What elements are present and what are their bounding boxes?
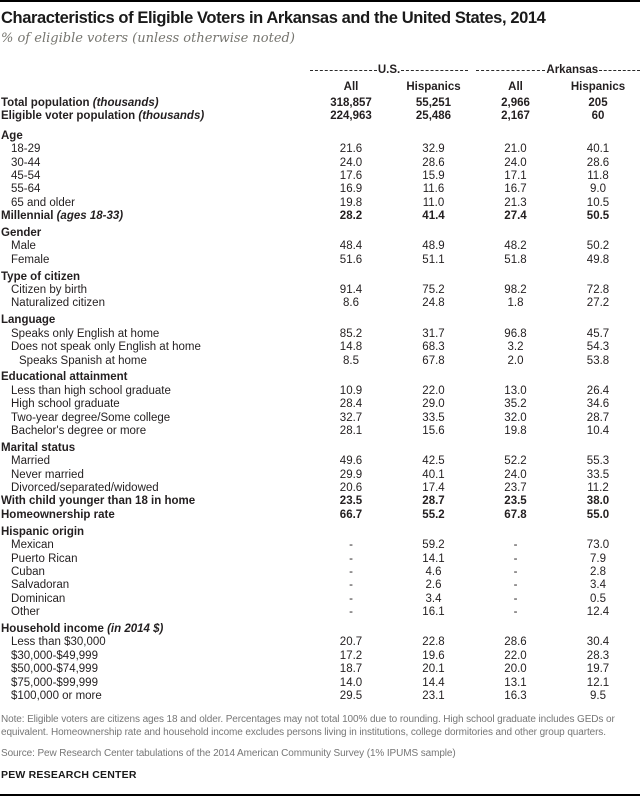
- row-label: $100,000 or more: [11, 689, 102, 702]
- row-label: Citizen by birth: [11, 284, 88, 297]
- value-cell: 4.6: [425, 565, 442, 578]
- value-cell: 24.0: [504, 156, 527, 169]
- row-label: With child younger than 18 in home: [1, 495, 196, 508]
- row-label: Cuban: [11, 565, 45, 578]
- table-row: [0, 143, 640, 156]
- value-cell: 7.9: [590, 552, 606, 565]
- value-cell: 23.7: [504, 482, 527, 495]
- row-label: Language: [1, 314, 56, 327]
- value-cell: 22.0: [504, 649, 527, 662]
- dash-rule: [599, 70, 640, 71]
- value-cell: 22.8: [422, 636, 445, 649]
- row-label: Naturalized citizen: [11, 297, 105, 310]
- value-cell: 33.5: [422, 411, 445, 424]
- value-cell: 28.3: [586, 649, 610, 662]
- value-cell: [310, 227, 392, 240]
- value-cell: 50.2: [586, 240, 610, 253]
- row-label-note: (in 2014 $): [103, 622, 164, 635]
- table-row: [0, 539, 640, 552]
- column-header-ar-all: All: [508, 81, 523, 93]
- value-cell: -: [349, 552, 353, 565]
- value-cell: 67.8: [504, 508, 527, 521]
- table-body: [0, 97, 640, 703]
- value-cell: 10.4: [586, 424, 610, 437]
- column-headers: [0, 80, 640, 94]
- value-cell: 41.4: [422, 210, 445, 223]
- value-cell: 35.2: [504, 398, 527, 411]
- value-cell: 11.2: [587, 482, 609, 495]
- value-cell: 19.7: [586, 663, 610, 676]
- value-cell: -: [349, 606, 353, 619]
- value-cell: 32.9: [422, 143, 445, 156]
- table-row: [0, 495, 640, 508]
- table-row: [0, 240, 640, 253]
- value-cell: [556, 271, 640, 284]
- value-cell: 55,251: [415, 97, 452, 109]
- value-cell: 14.1: [422, 552, 445, 565]
- table-row: [0, 677, 640, 690]
- table-row: [0, 355, 640, 368]
- value-cell: 16.3: [504, 689, 527, 702]
- value-cell: 59.2: [422, 539, 445, 552]
- row-label: Hispanic origin: [1, 525, 85, 538]
- value-cell: 30.4: [586, 636, 610, 649]
- value-cell: [392, 526, 475, 539]
- value-cell: 16.7: [504, 183, 527, 196]
- table-row: [0, 210, 640, 223]
- value-cell: 66.7: [339, 508, 363, 521]
- value-cell: 32.0: [504, 411, 527, 424]
- value-cell: 51.6: [339, 253, 363, 266]
- table-row: [0, 482, 640, 495]
- value-cell: 42.5: [422, 455, 445, 468]
- value-cell: [475, 271, 556, 284]
- value-cell: 2,167: [501, 110, 530, 123]
- value-cell: [392, 130, 475, 143]
- value-cell: [475, 442, 556, 455]
- value-cell: 13.0: [504, 384, 527, 397]
- table-row: [0, 341, 640, 354]
- value-cell: 40.1: [586, 143, 610, 156]
- value-cell: 21.6: [339, 143, 363, 156]
- table-row: [0, 183, 640, 196]
- row-label: Gender: [1, 227, 42, 240]
- section-header-row: [0, 227, 640, 240]
- value-cell: 15.6: [422, 424, 445, 437]
- value-cell: 28.6: [422, 156, 445, 169]
- value-cell: 17.2: [339, 649, 363, 662]
- value-cell: 55.3: [586, 455, 610, 468]
- value-cell: [475, 371, 556, 384]
- value-cell: [392, 371, 475, 384]
- value-cell: 98.2: [504, 284, 527, 297]
- group-us: [310, 64, 468, 77]
- value-cell: 17.4: [422, 482, 445, 495]
- page-subtitle: % of eligible voters (unless otherwise noted): [1, 31, 295, 46]
- value-cell: 67.8: [422, 354, 445, 367]
- row-label: High school graduate: [11, 398, 120, 411]
- table-row: [0, 297, 640, 310]
- value-cell: 96.8: [504, 327, 527, 340]
- value-cell: 50.5: [586, 210, 610, 223]
- row-label-note: (thousands): [89, 97, 159, 109]
- row-label: Two-year degree/Some college: [11, 411, 171, 424]
- value-cell: 22.0: [422, 384, 445, 397]
- value-cell: 27.2: [586, 297, 610, 310]
- value-cell: [475, 130, 556, 143]
- row-label: Homeownership rate: [1, 508, 115, 521]
- value-cell: [475, 526, 556, 539]
- value-cell: 2.0: [507, 354, 524, 367]
- value-cell: 85.2: [339, 327, 363, 340]
- section-header-row: [0, 130, 640, 143]
- value-cell: 28.7: [422, 495, 445, 508]
- row-label: 65 and older: [11, 196, 75, 209]
- value-cell: [392, 227, 475, 240]
- value-cell: 16.1: [422, 606, 445, 619]
- value-cell: 1.8: [507, 297, 524, 310]
- table-row: [0, 650, 640, 663]
- value-cell: [556, 442, 640, 455]
- row-label: Married: [11, 455, 50, 468]
- top-rule: [0, 0, 640, 2]
- value-cell: 15.9: [422, 169, 445, 182]
- section-header-row: [0, 271, 640, 284]
- value-cell: 48.4: [339, 240, 363, 253]
- column-group-header: [0, 64, 640, 77]
- value-cell: [556, 130, 640, 143]
- value-cell: 2.6: [425, 579, 442, 592]
- value-cell: 29.0: [422, 398, 445, 411]
- value-cell: 10.5: [586, 196, 610, 209]
- value-cell: [392, 271, 475, 284]
- table-row: [0, 636, 640, 649]
- value-cell: 11.0: [422, 196, 445, 209]
- row-label: Household income (in 2014 $): [1, 622, 164, 635]
- value-cell: 20.0: [504, 663, 527, 676]
- value-cell: 14.4: [422, 676, 445, 689]
- value-cell: 25,486: [415, 110, 452, 123]
- section-header-row: [0, 314, 640, 327]
- value-cell: 14.0: [339, 676, 363, 689]
- value-cell: 318,857: [330, 97, 372, 109]
- value-cell: 12.4: [586, 606, 610, 619]
- value-cell: -: [349, 539, 353, 552]
- value-cell: 12.1: [586, 676, 610, 689]
- value-cell: 38.0: [586, 495, 610, 508]
- row-label-note: (thousands): [135, 110, 205, 123]
- row-label: 55-64: [11, 183, 41, 196]
- section-header-row: [0, 442, 640, 455]
- value-cell: -: [349, 579, 353, 592]
- table-row: [0, 284, 640, 297]
- dash-rule: [476, 70, 545, 71]
- row-label: Speaks only English at home: [11, 327, 160, 340]
- row-label: Does not speak only English at home: [11, 341, 201, 354]
- value-cell: 11.6: [422, 183, 445, 196]
- section-header-row: [0, 623, 640, 636]
- value-cell: 28.7: [586, 411, 610, 424]
- value-cell: 9.5: [590, 689, 606, 702]
- bottom-rule: [0, 794, 640, 796]
- value-cell: 3.2: [507, 341, 524, 354]
- row-label: $30,000-$49,999: [11, 649, 98, 662]
- value-cell: [556, 526, 640, 539]
- table-row: [0, 690, 640, 703]
- value-cell: 32.7: [339, 411, 363, 424]
- value-cell: 68.3: [422, 341, 445, 354]
- table-row: [0, 97, 640, 110]
- row-label: Less than high school graduate: [11, 384, 171, 397]
- value-cell: 24.8: [422, 297, 445, 310]
- row-label: Age: [1, 129, 23, 142]
- value-cell: 14.8: [339, 341, 363, 354]
- section-header-row: [0, 371, 640, 384]
- row-label: Speaks Spanish at home: [19, 354, 147, 367]
- value-cell: 21.3: [504, 196, 527, 209]
- column-header-us-all: All: [343, 81, 359, 93]
- value-cell: -: [513, 606, 518, 619]
- value-cell: 49.6: [339, 455, 363, 468]
- value-cell: 48.9: [422, 240, 445, 253]
- value-cell: -: [513, 539, 518, 552]
- value-cell: [310, 130, 392, 143]
- table-row: [0, 509, 640, 522]
- value-cell: 13.1: [504, 676, 527, 689]
- value-cell: 51.1: [422, 253, 445, 266]
- value-cell: 28.6: [586, 156, 610, 169]
- value-cell: [556, 623, 640, 636]
- row-label: Salvadoran: [11, 579, 70, 592]
- value-cell: 73.0: [586, 539, 610, 552]
- row-label: Divorced/separated/widowed: [11, 482, 159, 495]
- value-cell: 23.5: [504, 495, 527, 508]
- value-cell: 0.5: [590, 592, 606, 605]
- row-label: Educational attainment: [1, 371, 128, 384]
- value-cell: 28.2: [339, 210, 363, 223]
- row-label: Eligible voter population (thousands): [1, 110, 205, 123]
- table-row: [0, 579, 640, 592]
- row-label: Other: [11, 606, 40, 619]
- value-cell: 53.8: [586, 354, 610, 367]
- value-cell: 24.0: [339, 156, 363, 169]
- table-row: [0, 398, 640, 411]
- value-cell: [556, 227, 640, 240]
- value-cell: 20.6: [339, 482, 363, 495]
- row-label: $50,000-$74,999: [11, 663, 98, 676]
- value-cell: 18.7: [339, 663, 363, 676]
- value-cell: [310, 271, 392, 284]
- column-header-us-hispanics: Hispanics: [406, 81, 461, 93]
- value-cell: 21.0: [504, 143, 527, 156]
- row-label: Total population (thousands): [1, 97, 159, 109]
- value-cell: 23.1: [422, 689, 445, 702]
- row-label: Dominican: [11, 592, 66, 605]
- column-header-ar-hispanics: Hispanics: [570, 81, 626, 93]
- table-row: [0, 110, 640, 123]
- row-label: 18-29: [11, 143, 41, 156]
- value-cell: 55.2: [422, 508, 445, 521]
- page-title: Characteristics of Eligible Voters in Arkansas and the United States, 2014: [1, 9, 546, 27]
- value-cell: [310, 314, 392, 327]
- table-row: [0, 385, 640, 398]
- value-cell: 28.4: [339, 398, 363, 411]
- table-row: [0, 157, 640, 170]
- value-cell: 75.2: [422, 284, 445, 297]
- group-arkansas: [476, 64, 640, 77]
- value-cell: -: [349, 592, 353, 605]
- value-cell: 205: [588, 97, 608, 109]
- value-cell: 55.0: [586, 508, 610, 521]
- branding: PEW RESEARCH CENTER: [1, 769, 137, 782]
- dash-rule: [310, 70, 377, 71]
- value-cell: 60: [591, 110, 605, 123]
- value-cell: [392, 314, 475, 327]
- value-cell: 24.0: [504, 468, 527, 481]
- value-cell: [310, 371, 392, 384]
- value-cell: 49.8: [586, 253, 610, 266]
- value-cell: 10.9: [339, 384, 363, 397]
- value-cell: 31.7: [422, 327, 445, 340]
- value-cell: 224,963: [330, 110, 372, 123]
- value-cell: 17.1: [504, 169, 527, 182]
- value-cell: 19.6: [422, 649, 445, 662]
- value-cell: [310, 623, 392, 636]
- row-label: Never married: [11, 468, 84, 481]
- value-cell: 40.1: [422, 468, 445, 481]
- table-row: [0, 197, 640, 210]
- row-label: Marital status: [1, 441, 76, 454]
- value-cell: 3.4: [590, 579, 606, 592]
- value-cell: -: [513, 565, 518, 578]
- value-cell: [475, 623, 556, 636]
- value-cell: 27.4: [504, 210, 527, 223]
- value-cell: [475, 314, 556, 327]
- row-label: Type of citizen: [1, 270, 81, 283]
- value-cell: 19.8: [504, 424, 527, 437]
- table-row: [0, 328, 640, 341]
- value-cell: [392, 442, 475, 455]
- value-cell: 72.8: [586, 284, 610, 297]
- value-cell: 8.6: [343, 297, 359, 310]
- value-cell: -: [513, 552, 518, 565]
- column-header-spacer: [0, 80, 310, 94]
- value-cell: 8.5: [343, 354, 359, 367]
- value-cell: [556, 371, 640, 384]
- value-cell: -: [349, 565, 353, 578]
- value-cell: 91.4: [339, 284, 363, 297]
- value-cell: 2.8: [590, 565, 606, 578]
- value-cell: 48.2: [504, 240, 527, 253]
- value-cell: 45.7: [586, 327, 610, 340]
- value-cell: [475, 227, 556, 240]
- row-label: Mexican: [11, 539, 54, 552]
- value-cell: 19.8: [339, 196, 363, 209]
- value-cell: 3.4: [425, 592, 442, 605]
- source-line: Source: Pew Research Center tabulations of the 2014 American Community Survey (1% IPUMS sample): [1, 748, 456, 760]
- value-cell: 20.7: [339, 636, 363, 649]
- row-label: Bachelor's degree or more: [11, 424, 147, 437]
- section-header-row: [0, 526, 640, 539]
- value-cell: 2,966: [501, 97, 530, 109]
- row-label: 30-44: [11, 156, 41, 169]
- value-cell: [310, 526, 392, 539]
- value-cell: [556, 314, 640, 327]
- value-cell: 16.9: [339, 183, 363, 196]
- row-label: $75,000-$99,999: [11, 676, 98, 689]
- row-label: Puerto Rican: [11, 552, 78, 565]
- value-cell: 9.0: [590, 183, 606, 196]
- value-cell: 11.8: [587, 169, 609, 182]
- value-cell: [310, 442, 392, 455]
- value-cell: 54.3: [586, 341, 610, 354]
- table-row: [0, 455, 640, 468]
- table-row: [0, 469, 640, 482]
- group-label-us: U.S.: [377, 64, 401, 76]
- value-cell: 52.2: [504, 455, 527, 468]
- value-cell: 29.9: [339, 468, 363, 481]
- value-cell: 28.6: [504, 636, 527, 649]
- value-cell: 29.5: [339, 689, 363, 702]
- value-cell: 33.5: [586, 468, 610, 481]
- table-row: [0, 425, 640, 438]
- table-row: [0, 412, 640, 425]
- value-cell: -: [513, 592, 518, 605]
- row-label: Less than $30,000: [11, 636, 106, 649]
- footnote: Note: Eligible voters are citizens ages 18 and older. Percentages may not total 100% due to rounding. High school graduate includes GEDs or equivalent. Homeownership rate and household income excludes persons living in institutions, college dormitories and other group quarters.: [1, 714, 615, 738]
- table-row: [0, 606, 640, 619]
- row-label: Female: [11, 253, 50, 266]
- value-cell: 28.1: [339, 424, 363, 437]
- table-row: [0, 663, 640, 676]
- row-label-note: (ages 18-33): [53, 210, 124, 223]
- table-row: [0, 254, 640, 267]
- row-label: Millennial (ages 18-33): [1, 210, 124, 223]
- value-cell: 23.5: [339, 495, 363, 508]
- row-label: Male: [11, 240, 36, 253]
- table-row: [0, 553, 640, 566]
- table-row: [0, 566, 640, 579]
- value-cell: 20.1: [422, 663, 445, 676]
- dash-rule: [401, 70, 468, 71]
- table-row: [0, 593, 640, 606]
- row-label: 45-54: [11, 169, 41, 182]
- group-label-arkansas: Arkansas: [546, 64, 599, 76]
- value-cell: -: [513, 579, 518, 592]
- value-cell: 26.4: [586, 384, 610, 397]
- value-cell: [392, 623, 475, 636]
- value-cell: 17.6: [339, 169, 363, 182]
- table-row: [0, 170, 640, 183]
- value-cell: 34.6: [586, 398, 610, 411]
- value-cell: 51.8: [504, 253, 527, 266]
